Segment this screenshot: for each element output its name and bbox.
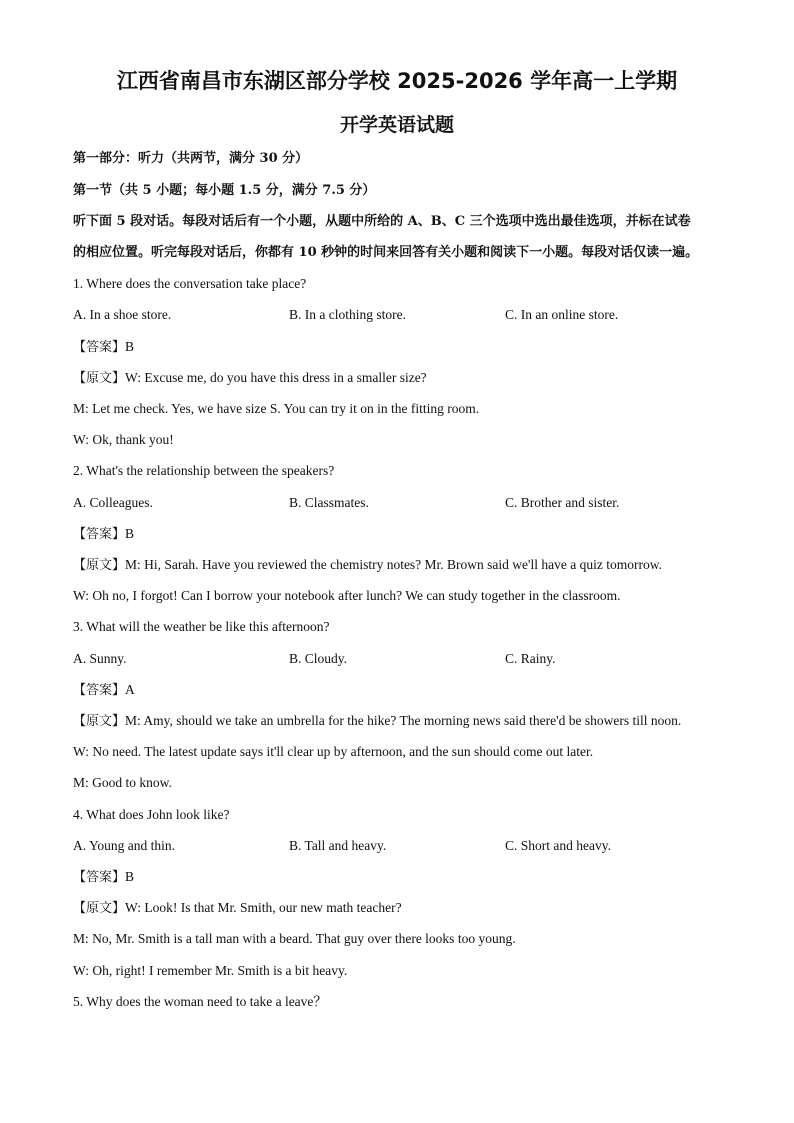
question-stem: 4. What does John look like? xyxy=(73,807,230,822)
option-a: A. Colleagues. xyxy=(73,495,153,510)
exam-subtitle: 开学英语试题 xyxy=(339,114,454,136)
option-b: B. Tall and heavy. xyxy=(289,838,387,853)
option-c: C. Rainy. xyxy=(505,651,556,666)
answer-line xyxy=(73,681,734,700)
option-b: B. Cloudy. xyxy=(289,651,348,666)
script-text: M: Let me check. Yes, we have size S. You can try it on in the fitting room. xyxy=(73,401,480,416)
option-a: A. Sunny. xyxy=(73,651,127,666)
script-text: W: Look! Is that Mr. Smith, our new math teacher? xyxy=(125,900,402,915)
answer-value: B xyxy=(125,339,135,354)
answer-line xyxy=(73,868,734,887)
option-c: C. In an online store. xyxy=(505,307,619,322)
script-text: W: Oh, right! I remember Mr. Smith is a bit heavy. xyxy=(73,963,348,978)
option-c: C. Brother and sister. xyxy=(505,495,620,510)
answer-label: 【答案】 xyxy=(73,340,126,355)
option-a: A. Young and thin. xyxy=(73,838,176,853)
answer-line xyxy=(73,525,734,544)
instructions-line-1: 听下面 5 段对话。每段对话后有一个小题，从题中所给的 A、B、C 三个选项中选出最佳选项，并标在试卷 xyxy=(73,214,691,229)
section-heading: 第一节（共 5 小题；每小题 1.5 分，满分 7.5 分） xyxy=(73,183,376,198)
script-text: W: Excuse me, do you have this dress in a smaller size? xyxy=(125,370,427,385)
script-text: W: Ok, thank you! xyxy=(73,432,174,447)
script-label: 【原文】 xyxy=(73,558,126,573)
answer-label: 【答案】 xyxy=(73,683,126,698)
answer-value: B xyxy=(125,869,135,884)
instructions-line-2: 的相应位置。听完每段对话后，你都有 10 秒钟的时间来回答有关小题和阅读下一小题。每段对话仅读一遍。 xyxy=(73,245,699,260)
answer-value: A xyxy=(125,682,135,697)
answer-line xyxy=(73,338,734,357)
question-stem: 3. What will the weather be like this afternoon? xyxy=(73,619,330,634)
script-text: W: No need. The latest update says it'll clear up by afternoon, and the sun should come out later. xyxy=(73,744,594,759)
script-label: 【原文】 xyxy=(73,371,126,386)
options-row xyxy=(73,837,753,855)
part-heading: 第一部分：听力（共两节，满分 30 分） xyxy=(73,151,309,166)
script-text: M: Amy, should we take an umbrella for the hike? The morning news said there'd be showers till noon. xyxy=(125,713,682,728)
answer-label: 【答案】 xyxy=(73,527,126,542)
answer-value: B xyxy=(125,526,135,541)
question-stem: 5. Why does the woman need to take a leave？ xyxy=(73,994,327,1009)
answer-label: 【答案】 xyxy=(73,870,126,885)
option-a: A. In a shoe store. xyxy=(73,307,172,322)
exam-title: 江西省南昌市东湖区部分学校 2025-2026 学年高一上学期 xyxy=(116,69,678,93)
options-row xyxy=(73,306,753,324)
script-line xyxy=(73,712,734,731)
options-row xyxy=(73,650,753,668)
option-b: B. Classmates. xyxy=(289,495,369,510)
script-line xyxy=(73,369,734,388)
option-b: B. In a clothing store. xyxy=(289,307,406,322)
script-text: W: Oh no, I forgot! Can I borrow your notebook after lunch? We can study together in the classroom. xyxy=(73,588,621,603)
script-text: M: Hi, Sarah. Have you reviewed the chemistry notes? Mr. Brown said we'll have a quiz tomorrow. xyxy=(125,557,662,572)
option-c: C. Short and heavy. xyxy=(505,838,611,853)
question-stem: 2. What's the relationship between the speakers? xyxy=(73,463,335,478)
script-text: M: No, Mr. Smith is a tall man with a beard. That guy over there looks too young. xyxy=(73,931,516,946)
script-text: M: Good to know. xyxy=(73,775,172,790)
script-line xyxy=(73,899,734,918)
question-stem: 1. Where does the conversation take place? xyxy=(73,276,307,291)
options-row xyxy=(73,494,753,512)
script-line xyxy=(73,556,734,575)
script-label: 【原文】 xyxy=(73,901,126,916)
script-label: 【原文】 xyxy=(73,714,126,729)
